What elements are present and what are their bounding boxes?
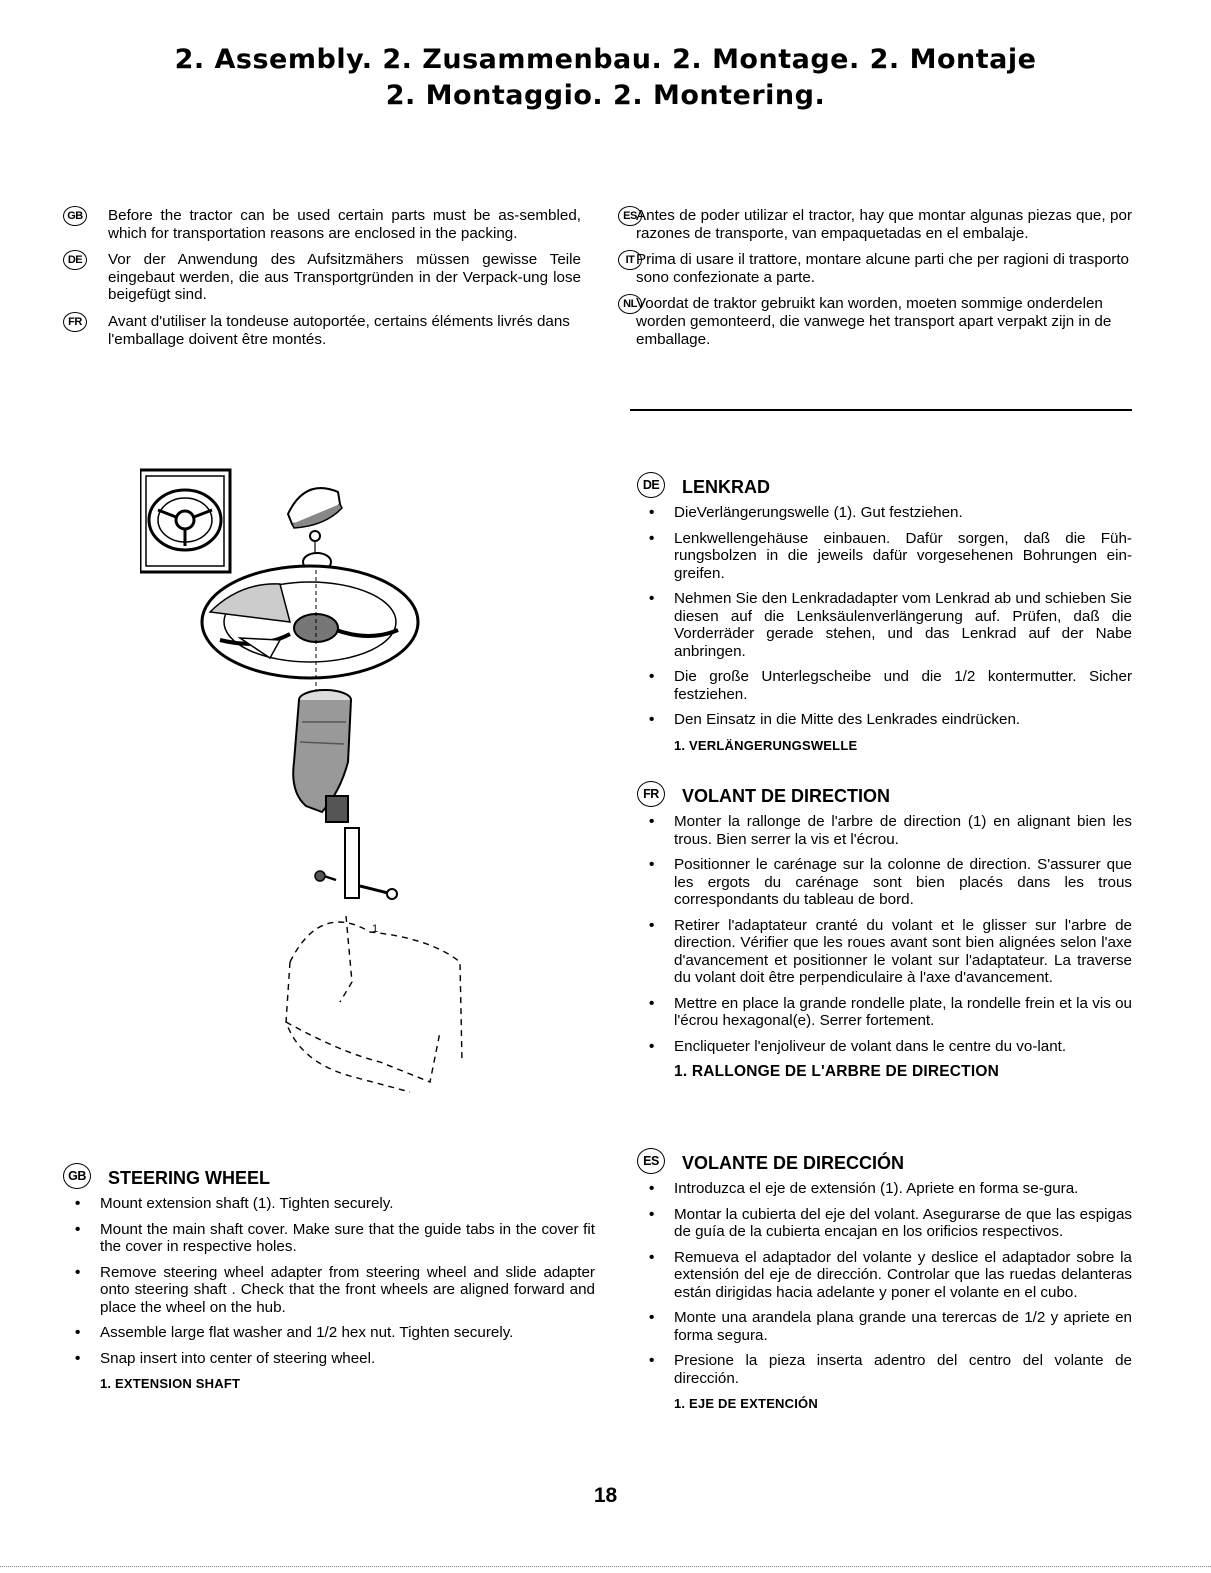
list-item: • Montar la cubierta del eje del volant. Asegurarse de que las espigas de guía de la cubierta encajan en los orificios respectivos. bbox=[649, 1205, 1132, 1240]
list-item: • Mount extension shaft (1). Tighten securely. bbox=[75, 1195, 394, 1212]
main-shaft-cover-icon bbox=[293, 690, 351, 812]
intro-de bbox=[63, 251, 581, 304]
list-item: • Mount the main shaft cover. Make sure that the guide tabs in the cover fit the cover in respective holes. bbox=[75, 1220, 595, 1255]
section-gb bbox=[63, 1167, 595, 1393]
list-item: • Lenkwellengehäuse einbauen. Dafür sorgen, daß die Füh-rungsbolzen in die jeweils dafür vorgesehenen Bohrungen ein- greifen. bbox=[649, 529, 1132, 582]
section-gb-list bbox=[63, 1195, 595, 1367]
de-flag-icon: DE bbox=[637, 472, 665, 498]
section-fr bbox=[637, 785, 1132, 1081]
fr-flag-icon: FR bbox=[637, 781, 665, 807]
list-item: • Introduzca el eje de extensión (1). Apriete en forma se-gura. bbox=[649, 1180, 1079, 1197]
extension-shaft-icon bbox=[315, 828, 397, 899]
section-fr-caption: 1. RALLONGE DE L'ARBRE DE DIRECTION bbox=[674, 1063, 1000, 1080]
list-item: • Nehmen Sie den Lenkradadapter vom Lenkrad ab und schieben Sie diesen auf die Lenksäulenverlängerung auf. Prüfen, daß die Vorderräder gerade stehen, und das Lenkrad auf der Nabe anbringen. bbox=[649, 590, 1132, 660]
intro-it-text: Prima di usare il trattore, montare alcune parti che per ragioni di trasporto sono confezionate a parte. bbox=[636, 251, 1129, 286]
intro-fr-text: Avant d'utiliser la tondeuse autoportée, certains éléments livrés dans l'emballage doivent être montés. bbox=[108, 312, 570, 348]
section-divider bbox=[630, 409, 1132, 411]
page-number: 18 bbox=[593, 1484, 618, 1507]
steering-assembly-figure bbox=[140, 462, 480, 1112]
section-fr-heading: FR VOLANT DE DIRECTION bbox=[637, 785, 1132, 807]
section-fr-list bbox=[637, 813, 1132, 1055]
es-flag-icon: ES bbox=[618, 206, 642, 226]
hex-nut-icon bbox=[310, 531, 320, 541]
list-item: • Retirer l'adaptateur cranté du volant et le glisser sur l'arbre de direction. Vérifier que les roues avant sont bien alignées selon l'axe d'avancement et positionner le volant sur l'adaptateur. La traverse du volant doit être perpendiculaire à l'axe d'avancement. bbox=[649, 916, 1132, 986]
list-item: • Presione la pieza inserta adentro del centro del volante de dirección. bbox=[649, 1352, 1132, 1387]
list-item: • Positionner le carénage sur la colonne de direction. S'assurer que les ergots du carénage sont bien placés dans les trous correspondants du tableau de bord. bbox=[649, 856, 1132, 908]
intro-de-text: Vor der Anwendung des Aufsitzmähers müssen gewisse Teile eingebaut werden, die aus Transportgründen in der Verpack-ung lose beigefügt sind. bbox=[108, 251, 581, 304]
dashboard-outline bbox=[286, 916, 462, 1092]
section-es-heading: ES VOLANTE DE DIRECCIÓN bbox=[637, 1152, 1132, 1174]
intro-es-text: Antes de poder utilizar el tractor, hay que montar algunas piezas que, por razones de transporte, van empaquetadas en el embalaje. bbox=[636, 207, 1132, 242]
section-de-list bbox=[637, 504, 1132, 729]
intro-gb bbox=[63, 207, 581, 242]
list-item: • Remove steering wheel adapter from steering wheel and slide adapter onto steering shaft . Check that the front wheels are aligned forward and place the wheel on the hub. bbox=[75, 1263, 595, 1316]
intro-fr bbox=[63, 313, 581, 348]
steering-wheel-inset-icon bbox=[140, 470, 230, 572]
list-item: • Mettre en place la grande rondelle plate, la rondelle frein et la vis ou l'écrou hexagonal(e). Serrer fortement. bbox=[649, 994, 1132, 1029]
gb-flag-icon: GB bbox=[63, 1163, 91, 1189]
list-item: • Remueva el adaptador del volante y deslice el adaptador sobre la extensión del eje de dirección. Controlar que las ruedas delanteras están dirigidas hacia adelante y poner el volante en el cubo. bbox=[649, 1248, 1132, 1301]
list-item: • Snap insert into center of steering wheel. bbox=[75, 1349, 376, 1367]
list-item: • Monte una arandela plana grande una terercas de 1/2 y apriete en forma segura. bbox=[649, 1309, 1132, 1344]
section-es-list bbox=[637, 1180, 1132, 1387]
page-title-line1: 2. Assembly. 2. Zusammenbau. 2. Montage. 2. Montaje bbox=[174, 44, 1037, 75]
steering-wheel-icon bbox=[202, 566, 418, 678]
bottom-scan-edge bbox=[0, 1566, 1211, 1567]
intro-es bbox=[618, 207, 1132, 242]
section-de bbox=[637, 476, 1132, 754]
intro-nl bbox=[618, 295, 1132, 348]
page-title-line2: 2. Montaggio. 2. Montering. bbox=[385, 80, 826, 111]
center-insert-cap-icon bbox=[288, 488, 342, 528]
es-flag-icon: ES bbox=[637, 1148, 665, 1174]
intro-it bbox=[618, 251, 1132, 286]
gb-flag-icon: GB bbox=[63, 206, 87, 226]
section-es bbox=[637, 1152, 1132, 1413]
section-gb-caption: 1. EXTENSION SHAFT bbox=[100, 1376, 241, 1391]
callout-1: 1 bbox=[372, 923, 379, 935]
de-flag-icon: DE bbox=[63, 250, 87, 270]
section-gb-heading: GB STEERING WHEEL bbox=[63, 1167, 595, 1189]
list-item: • Encliqueter l'enjoliveur de volant dans le centre du vo-lant. bbox=[649, 1037, 1067, 1055]
intro-left-column bbox=[63, 207, 581, 357]
section-de-heading: DE LENKRAD bbox=[637, 476, 1132, 498]
nl-flag-icon: NL bbox=[618, 294, 642, 314]
intro-gb-text: Before the tractor can be used certain parts must be as-sembled, which for transportation reasons are enclosed in the packing. bbox=[108, 207, 581, 242]
fr-flag-icon: FR bbox=[63, 312, 87, 332]
it-flag-icon: IT bbox=[618, 250, 642, 270]
list-item: • DieVerlängerungswelle (1). Gut festziehen. bbox=[649, 504, 963, 521]
section-es-caption: 1. EJE DE EXTENCIÓN bbox=[674, 1396, 818, 1411]
list-item: • Monter la rallonge de l'arbre de direction (1) en alignant bien les trous. Bien serrer la vis et l'écrou. bbox=[649, 813, 1132, 848]
intro-nl-text: Voordat de traktor gebruikt kan worden, moeten sommige onderdelen worden gemonteerd, die vanwege het transport apart verpakt zijn in de emballage. bbox=[636, 295, 1112, 348]
intro-right-column bbox=[618, 207, 1132, 357]
list-item: • Die große Unterlegscheibe und die 1/2 kontermutter. Sicher festziehen. bbox=[649, 668, 1132, 703]
section-de-caption: 1. VERLÄNGERUNGSWELLE bbox=[674, 737, 858, 753]
list-item: • Den Einsatz in die Mitte des Lenkrades eindrücken. bbox=[649, 711, 1021, 728]
list-item: • Assemble large flat washer and 1/2 hex nut. Tighten securely. bbox=[75, 1324, 514, 1341]
steering-wheel-adapter-icon bbox=[326, 796, 348, 822]
